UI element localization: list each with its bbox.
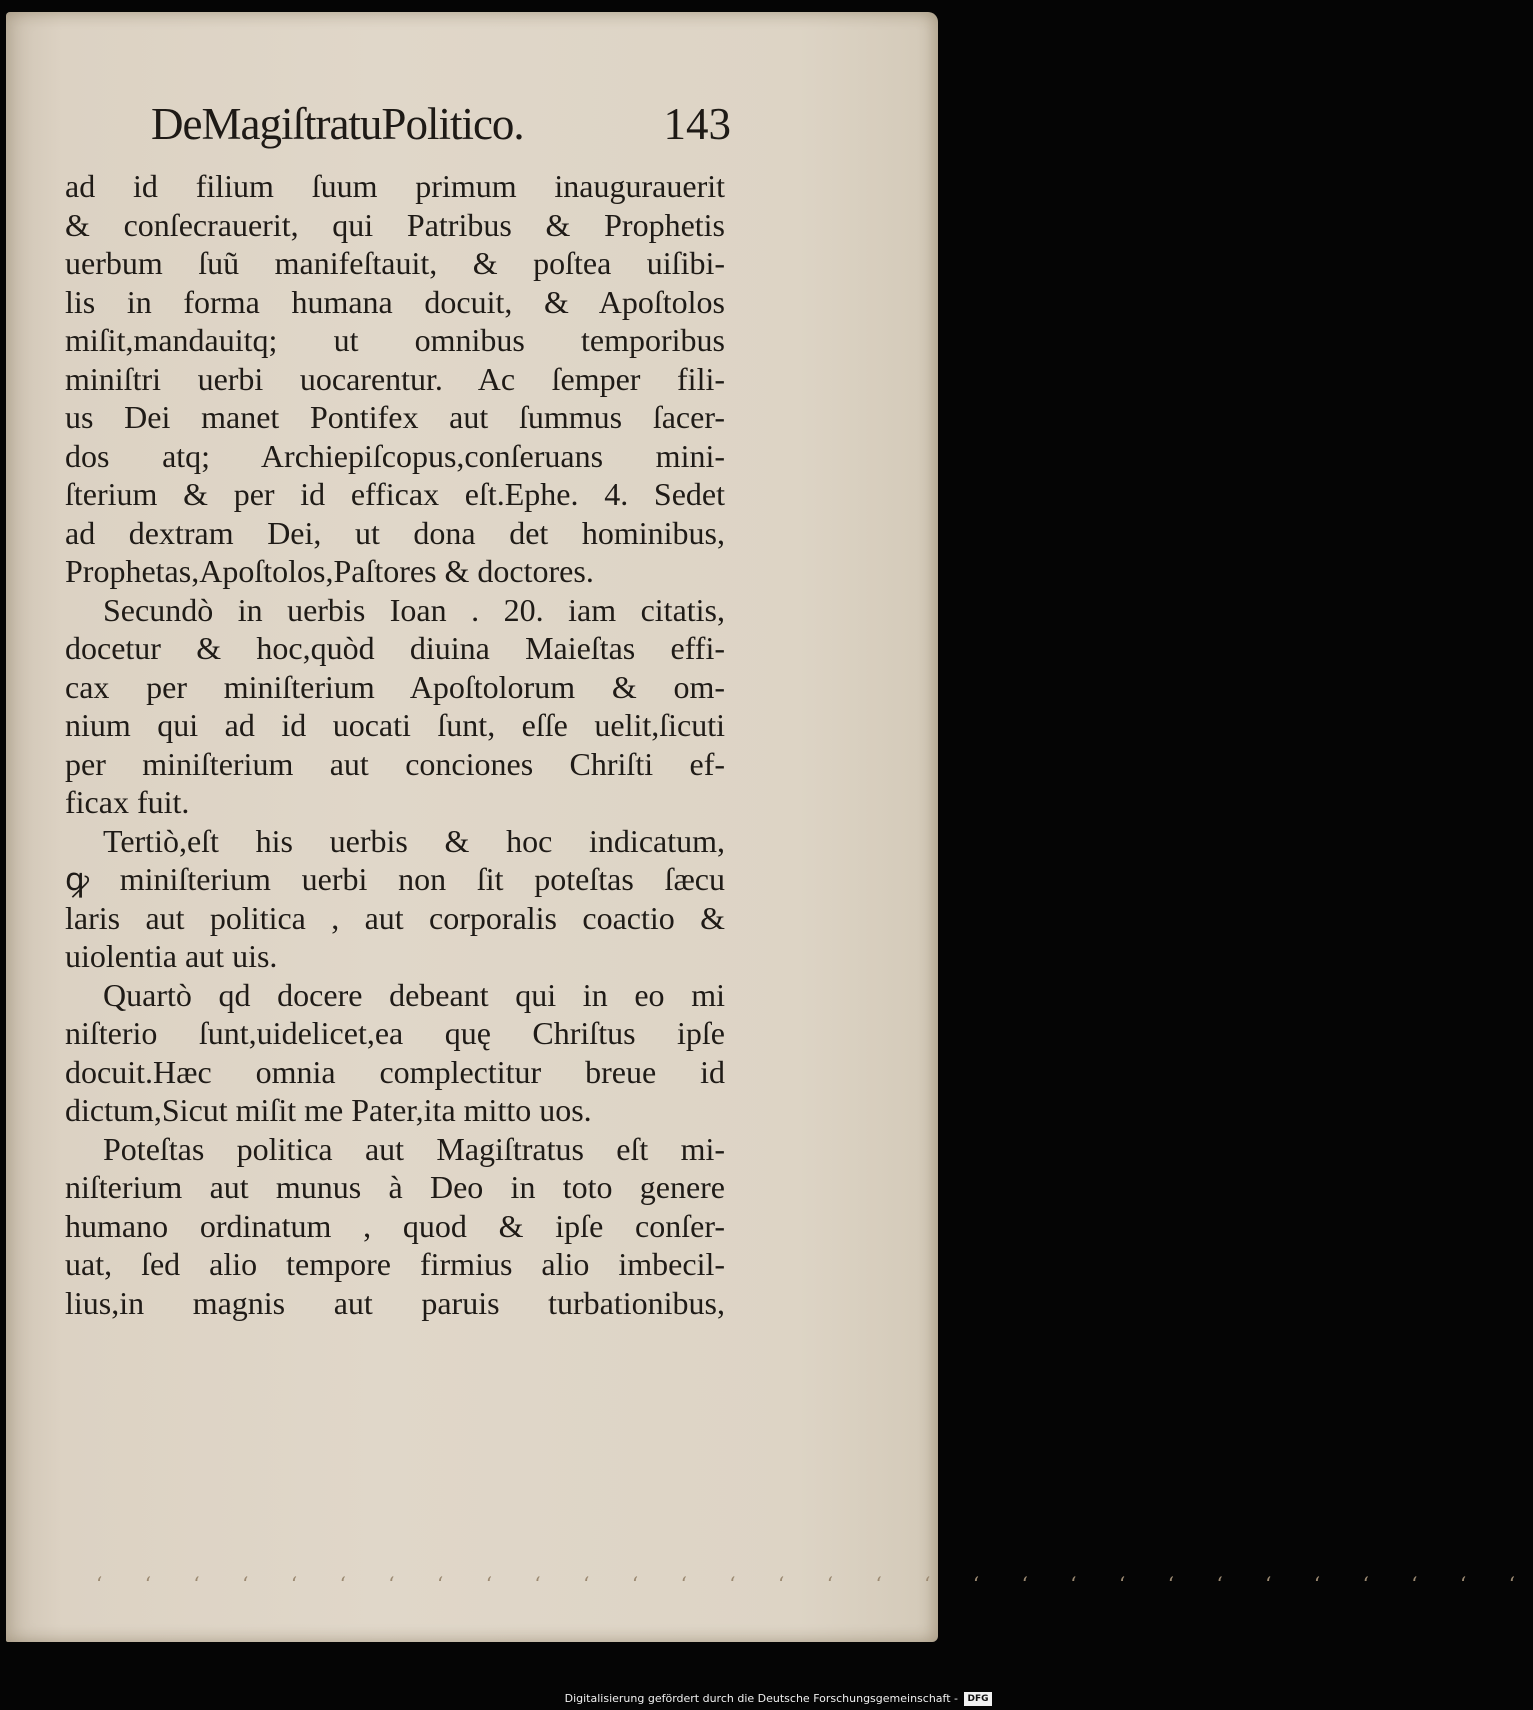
dfg-logo: DFG — [964, 1692, 992, 1706]
text-line: humano ordinatum , quod & ipſe conſer- — [65, 1207, 725, 1244]
text-line: docetur & hoc,quòd diuina Maieſtas effi- — [65, 630, 725, 666]
text-line: ſterium & per id efficax eſt.Ephe. 4. Sedet — [65, 476, 725, 512]
book-page — [6, 12, 1533, 1642]
text-line: niſterium aut munus à Deo in toto genere — [65, 1169, 725, 1205]
text-line: uat, ſed alio tempore firmius alio imbecil- — [65, 1246, 725, 1282]
text-line: Poteſtas politica aut Magiſtratus eſt mi- — [103, 1130, 725, 1167]
text-line: Tertiò,eſt his uerbis & hoc indicatum, — [103, 822, 725, 859]
text-line: dos atq; Archiepiſcopus,conſeruans mini- — [65, 437, 725, 474]
body-text — [65, 167, 725, 1322]
text-line: us Dei manet Pontifex aut ſummus ſacer- — [65, 399, 725, 435]
digitization-credit: Digitalisierung gefördert durch die Deutsche Forschungsgemeinschaft - — [564, 1692, 958, 1705]
text-line: lis in forma humana docuit, & Apoſtolos — [65, 283, 725, 320]
text-line: lius,in magnis aut paruis turbationibus, — [65, 1284, 725, 1321]
text-line: per miniſterium aut conciones Chriſti ef- — [65, 745, 725, 782]
text-line: Secundò in uerbis Ioan . 20. iam citatis, — [103, 591, 725, 628]
text-line: dictum,Sicut miſit me Pater,ita mitto uos. — [65, 1092, 592, 1128]
text-line: ad id filium ſuum primum inaugurauerit — [65, 168, 725, 204]
text-line: & conſecrauerit, qui Patribus & Prophetis — [65, 206, 725, 243]
text-line: miſit,mandauitq; ut omnibus temporibus — [65, 322, 725, 358]
page-header — [151, 94, 731, 154]
text-line: laris aut politica , aut corporalis coactio & — [65, 899, 725, 936]
text-line: uerbum ſuũ manifeſtauit, & poſtea uiſibi- — [65, 245, 725, 281]
text-line: cax per miniſterium Apoſtolorum & om- — [65, 668, 725, 705]
text-line: ꝙ miniſterium uerbi non ſit poteſtas ſæcu — [65, 861, 725, 897]
text-line: uiolentia aut uis. — [65, 938, 278, 974]
text-line: ad dextram Dei, ut dona det hominibus, — [65, 514, 725, 551]
page-number: 143 — [663, 99, 731, 149]
text-line: miniſtri uerbi uocarentur. Ac ſemper fili- — [65, 360, 725, 397]
text-line: Prophetas,Apoſtolos,Paſtores & doctores. — [65, 553, 594, 589]
text-line: ficax fuit. — [65, 784, 190, 820]
decorative-border-marks: ʻ ʻ ʻ ʻ ʻ ʻ ʻ ʻ ʻ ʻ ʻ ʻ ʻ ʻ ʻ ʻ ʻ ʻ ʻ ʻ ʻ ʻ ʻ ʻ ʻ ʻ ʻ ʻ ʻ ʻ — [96, 1572, 1533, 1596]
text-line: nium qui ad id uocati ſunt, eſſe uelit,ſicuti — [65, 707, 725, 743]
text-line: niſterio ſunt,uidelicet,ea quę Chriſtus ipſe — [65, 1015, 725, 1051]
text-line: docuit.Hæc omnia complectitur breue id — [65, 1053, 725, 1090]
running-title: DeMagiſtratuPolitico. — [151, 99, 524, 149]
text-line: Quartò qd docere debeant qui in eo mi — [103, 976, 725, 1013]
